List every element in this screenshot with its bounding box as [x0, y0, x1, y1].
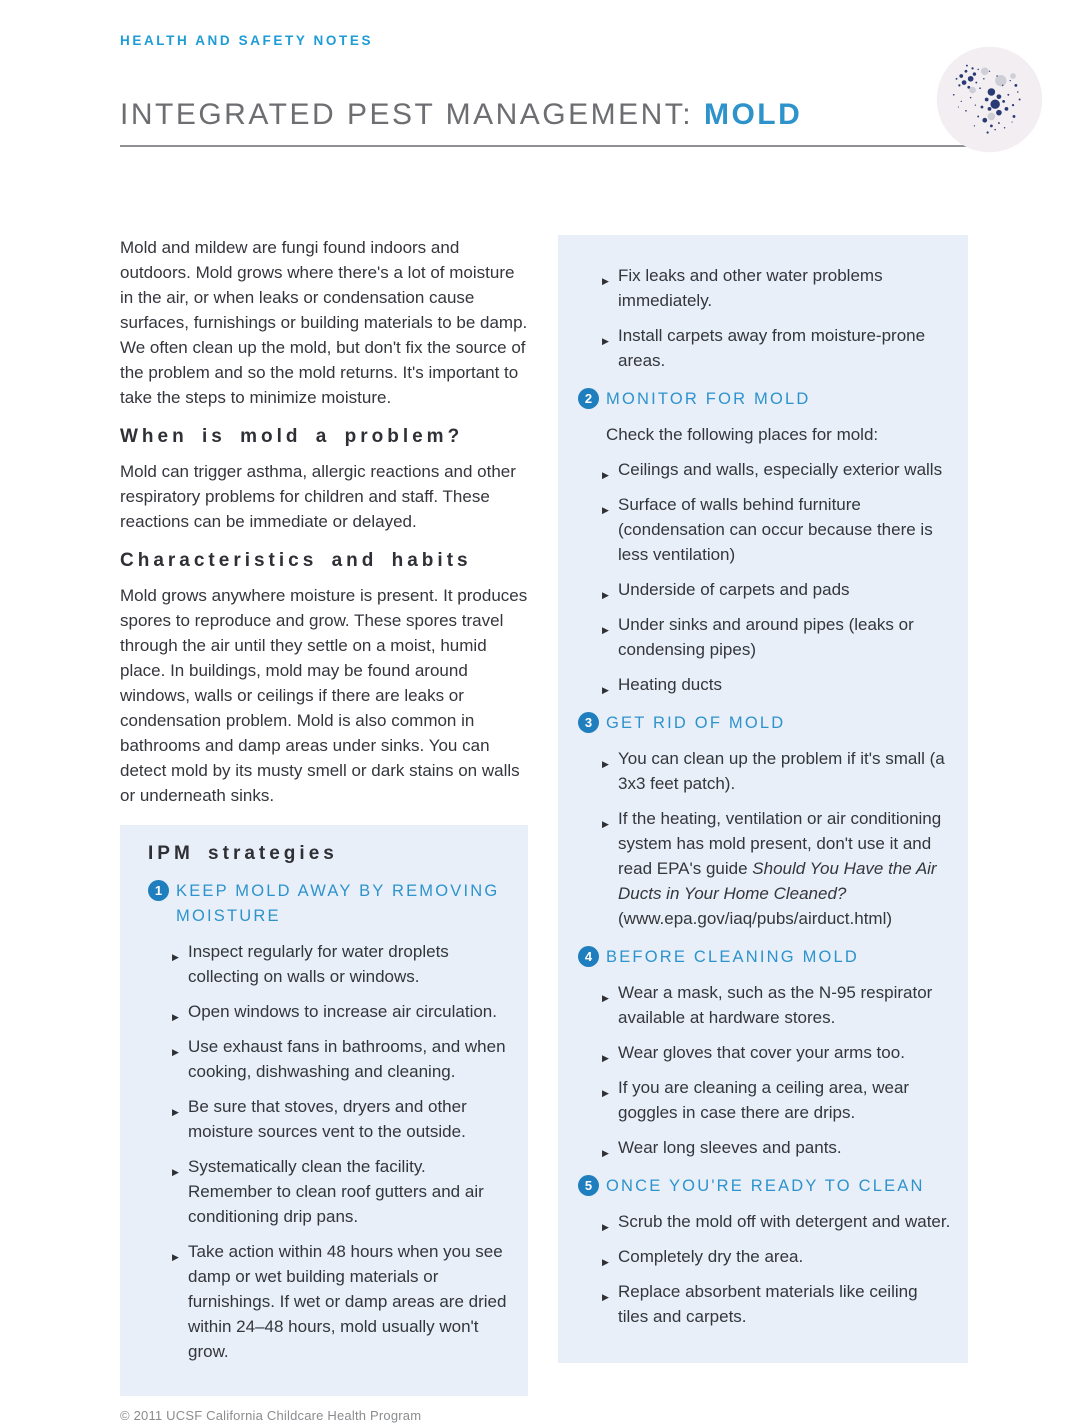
- epa-guide-title: Should You Have the Air Ducts in Your Home Cleaned?: [618, 859, 937, 903]
- bullet-triangle-icon: ▶: [602, 590, 609, 600]
- bullet-text: Open windows to increase air circulation.: [188, 1002, 497, 1021]
- bullet-text: Fix leaks and other water problems immediately.: [618, 266, 883, 310]
- bullet-text: Replace absorbent materials like ceiling tiles and carpets.: [618, 1282, 918, 1326]
- left-column: [120, 235, 528, 1423]
- bullet-text: Under sinks and around pipes (leaks or condensing pipes): [618, 615, 914, 659]
- list-item: [148, 999, 508, 1024]
- step-3-title: GET RID OF MOLD: [606, 714, 786, 732]
- bullet-triangle-icon: ▶: [602, 1088, 609, 1098]
- bullet-triangle-icon: ▶: [602, 505, 609, 515]
- bullet-text: Wear long sleeves and pants.: [618, 1138, 842, 1157]
- step-1-bullet-list-continued: [578, 263, 952, 373]
- page-header: [0, 0, 1088, 147]
- list-item: [578, 1135, 952, 1160]
- step-2-bullet-list: [578, 457, 952, 697]
- epa-bullet-url: (www.epa.gov/iaq/pubs/airduct.html): [618, 909, 893, 928]
- list-item: [148, 1154, 508, 1229]
- page-title: [120, 98, 968, 131]
- bullet-text: If you are cleaning a ceiling area, wear goggles in case there are drips.: [618, 1078, 910, 1122]
- bullet-text: Be sure that stoves, dryers and other moisture sources vent to the outside.: [188, 1097, 467, 1141]
- bullet-triangle-icon: ▶: [602, 1222, 609, 1232]
- bullet-text: Use exhaust fans in bathrooms, and when cooking, dishwashing and cleaning.: [188, 1037, 506, 1081]
- step-3-bullet-list: [578, 746, 952, 931]
- bullet-triangle-icon: ▶: [602, 1257, 609, 1267]
- step-1-badge: 1: [148, 880, 169, 901]
- list-item: [578, 1244, 952, 1269]
- list-item: [578, 746, 952, 796]
- bullet-triangle-icon: ▶: [602, 819, 609, 829]
- epa-bullet-pre: If the heating, ventilation or air conditioning system has mold present, don't use it and read EPA's guide: [618, 809, 942, 878]
- bullet-text: Surface of walls behind furniture (condensation can occur because there is less ventilation): [618, 495, 933, 564]
- bullet-triangle-icon: ▶: [172, 1012, 179, 1022]
- bullet-triangle-icon: ▶: [602, 1053, 609, 1063]
- bullet-triangle-icon: ▶: [602, 336, 609, 346]
- section-heading-once-ready-to-clean: [578, 1174, 952, 1199]
- step-1-bullet-list: [148, 939, 508, 1364]
- section-heading-get-rid-of-mold: [578, 711, 952, 736]
- step-5-bullet-list: [578, 1209, 952, 1329]
- bullet-text: Completely dry the area.: [618, 1247, 804, 1266]
- bullet-triangle-icon: ▶: [172, 1107, 179, 1117]
- step-1-title: KEEP MOLD AWAY BY REMOVING MOISTURE: [176, 882, 500, 925]
- intro-paragraph: Mold and mildew are fungi found indoors and outdoors. Mold grows where there's a lot of moisture in the air, or when leaks or condensation cause surfaces, furnishings or building materials to be damp. We often clean up the mold, but don't fix the source of the problem and so the mold returns. It's important to take the steps to minimize moisture.: [120, 238, 528, 407]
- bullet-text: Underside of carpets and pads: [618, 580, 850, 599]
- bullet-triangle-icon: ▶: [172, 952, 179, 962]
- page-title-prefix: INTEGRATED PEST MANAGEMENT:: [120, 98, 704, 131]
- bullet-triangle-icon: ▶: [172, 1047, 179, 1057]
- bullet-text: Wear a mask, such as the N-95 respirator available at hardware stores.: [618, 983, 933, 1027]
- right-column: [558, 235, 968, 1423]
- bullet-text: Systematically clean the facility. Remember to clean roof gutters and air conditioning drip pans.: [188, 1157, 484, 1226]
- two-column-layout: [0, 235, 1088, 1423]
- bullet-text: [618, 809, 941, 928]
- bullet-triangle-icon: ▶: [602, 759, 609, 769]
- bullet-triangle-icon: ▶: [602, 470, 609, 480]
- bullet-triangle-icon: ▶: [602, 276, 609, 286]
- step-3-badge: 3: [578, 712, 599, 733]
- heading-when-is-mold-a-problem: When is mold a problem?: [120, 426, 464, 447]
- step-4-badge: 4: [578, 946, 599, 967]
- bullet-triangle-icon: ▶: [172, 1167, 179, 1177]
- step-5-title: ONCE YOU'RE READY TO CLEAN: [606, 1177, 925, 1195]
- bullet-text: Take action within 48 hours when you see damp or wet building materials or furnishings. If wet or damp areas are dried within 24–48 hours, mold usually won't grow.: [188, 1242, 507, 1361]
- bullet-text: Inspect regularly for water droplets collecting on walls or windows.: [188, 942, 449, 986]
- bullet-text: Heating ducts: [618, 675, 722, 694]
- header-divider: [120, 145, 968, 147]
- list-item: [148, 1094, 508, 1144]
- list-item: [578, 672, 952, 697]
- ipm-strategies-box-continued: [558, 235, 968, 1363]
- heading-characteristics-and-habits: Characteristics and habits: [120, 550, 472, 571]
- list-item: [578, 577, 952, 602]
- characteristics-paragraph: Mold grows anywhere moisture is present. It produces spores to reproduce and grow. These spores travel through the air until they settle on a moist, humid place. In buildings, mold may be found around windows, walls or ceilings if there are leaks or condensation problem. Mold is also common in bathrooms and damp areas under sinks. You can detect mold by its musty smell or dark stains on walls or underneath sinks.: [120, 586, 528, 805]
- list-item: [578, 263, 952, 313]
- page-title-accent: MOLD: [703, 98, 803, 131]
- list-item: [148, 939, 508, 989]
- list-item: [578, 806, 952, 931]
- list-item: [578, 1209, 952, 1234]
- mold-culture-photo: [933, 43, 1046, 156]
- bullet-text: Install carpets away from moisture-prone areas.: [618, 326, 926, 370]
- list-item: [148, 1034, 508, 1084]
- list-item: [578, 612, 952, 662]
- bullet-triangle-icon: ▶: [602, 993, 609, 1003]
- list-item: [578, 980, 952, 1030]
- bullet-triangle-icon: ▶: [602, 1148, 609, 1158]
- bullet-text: Scrub the mold off with detergent and water.: [618, 1212, 951, 1231]
- list-item: [578, 1279, 952, 1329]
- bullet-triangle-icon: ▶: [602, 625, 609, 635]
- step-4-bullet-list: [578, 980, 952, 1160]
- bullet-triangle-icon: ▶: [172, 1252, 179, 1262]
- ipm-strategies-box: [120, 825, 528, 1396]
- bullet-triangle-icon: ▶: [602, 1292, 609, 1302]
- copyright-line: © 2011 UCSF California Childcare Health Program: [120, 1408, 422, 1423]
- problem-paragraph: Mold can trigger asthma, allergic reactions and other respiratory problems for children and staff. These reactions can be immediate or delayed.: [120, 462, 516, 531]
- bullet-triangle-icon: ▶: [602, 685, 609, 695]
- list-item: [578, 457, 952, 482]
- bullet-text: Wear gloves that cover your arms too.: [618, 1043, 905, 1062]
- section-heading-before-cleaning-mold: [578, 945, 952, 970]
- step-2-title: MONITOR FOR MOLD: [606, 390, 811, 408]
- bullet-text: Ceilings and walls, especially exterior walls: [618, 460, 943, 479]
- step-2-badge: 2: [578, 388, 599, 409]
- step-5-badge: 5: [578, 1175, 599, 1196]
- section-heading-monitor-for-mold: [578, 387, 952, 412]
- step-4-title: BEFORE CLEANING MOLD: [606, 948, 860, 966]
- list-item: [578, 1040, 952, 1065]
- list-item: [578, 1075, 952, 1125]
- list-item: [578, 492, 952, 567]
- heading-ipm-strategies: IPM strategies: [148, 843, 338, 864]
- list-item: [148, 1239, 508, 1364]
- section-heading-keep-mold-away: [148, 879, 508, 929]
- monitor-lead-line: Check the following places for mold:: [606, 425, 879, 444]
- bullet-text: You can clean up the problem if it's small (a 3x3 feet patch).: [618, 749, 945, 793]
- series-label: HEALTH AND SAFETY NOTES: [120, 33, 374, 48]
- list-item: [578, 323, 952, 373]
